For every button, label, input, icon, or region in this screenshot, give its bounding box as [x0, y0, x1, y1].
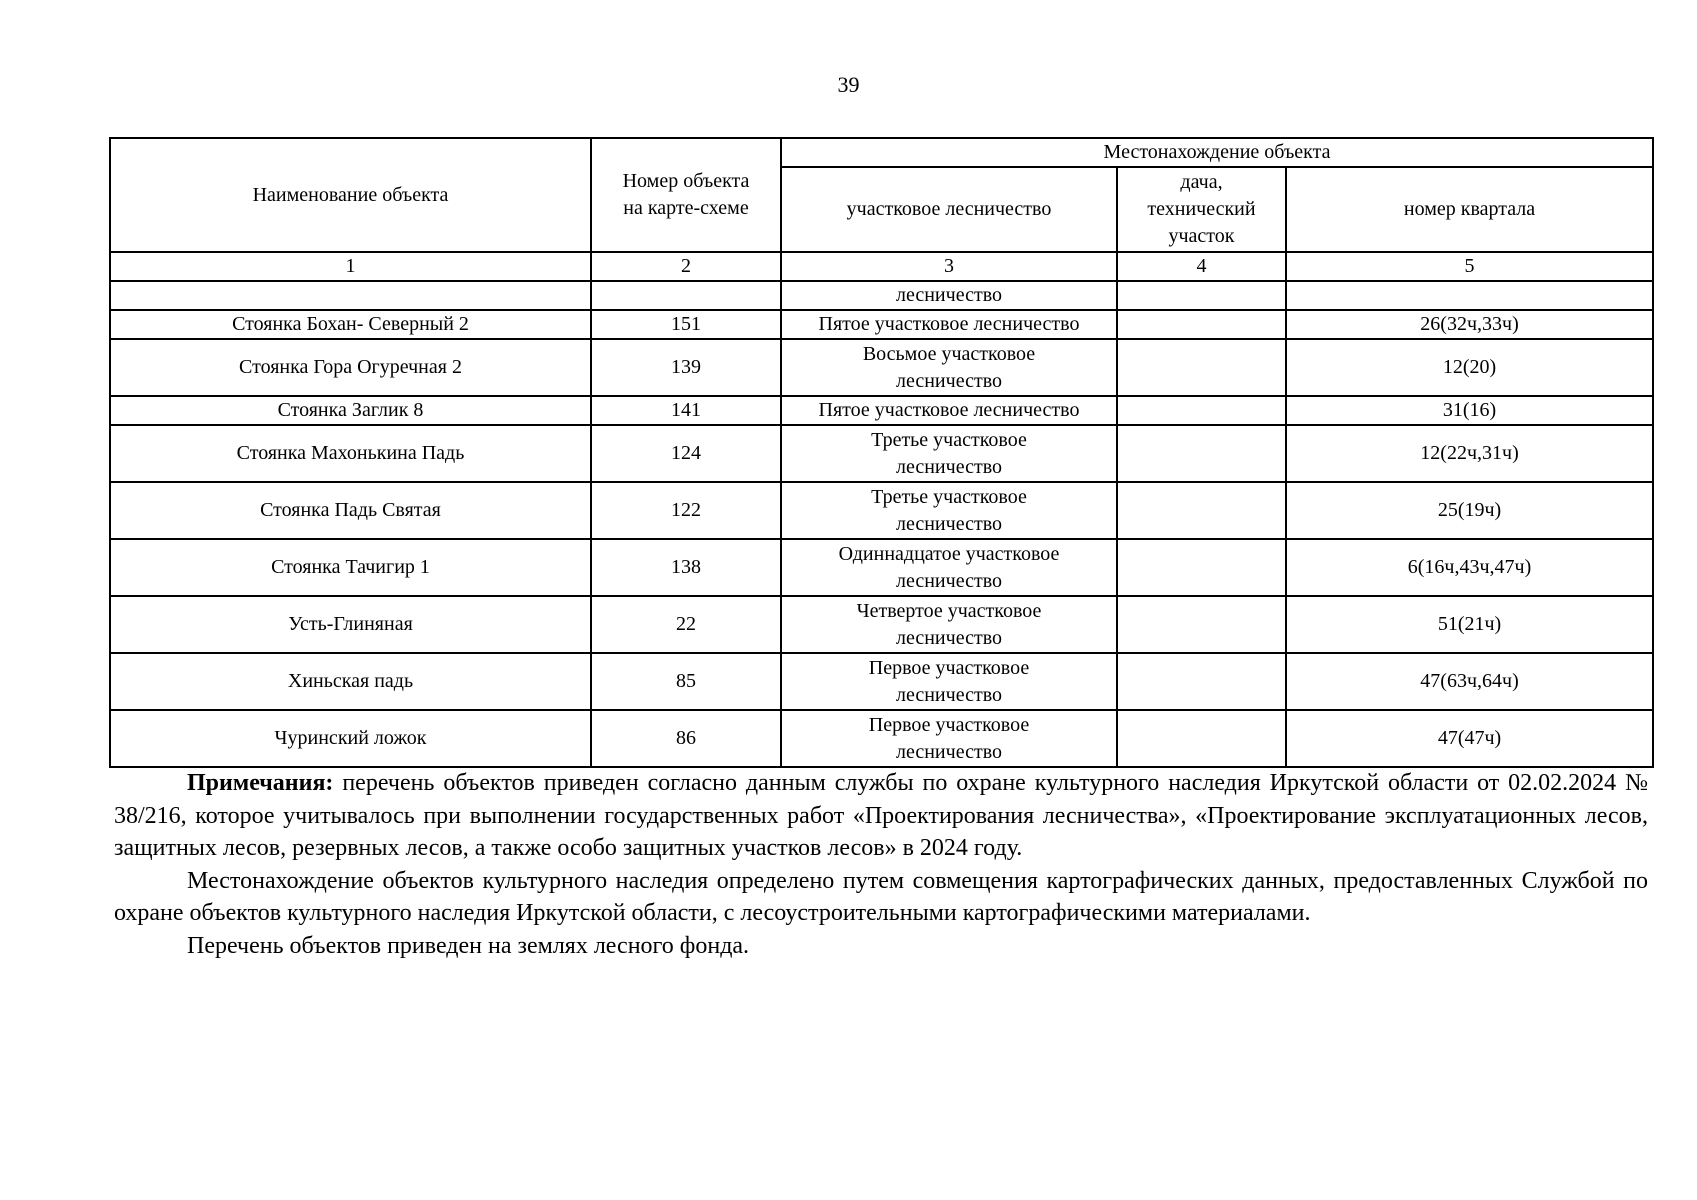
- header-name: Наименование объекта: [110, 138, 591, 252]
- notes-section: [114, 767, 1648, 962]
- notes-paragraph-1: [114, 767, 1648, 865]
- table-row: [110, 310, 1653, 339]
- column-number: 3: [781, 252, 1117, 281]
- cell-quarter: 25(19ч): [1286, 482, 1653, 539]
- cell-forestry: Третье участковое лесничество: [781, 482, 1117, 539]
- table-row: [110, 653, 1653, 710]
- cell-dacha: [1117, 425, 1286, 482]
- cell-name: Стоянка Гора Огуречная 2: [110, 339, 591, 396]
- header-quarter: номер квартала: [1286, 167, 1653, 252]
- cell-quarter: [1286, 281, 1653, 310]
- cell-forestry: Первое участковое лесничество: [781, 653, 1117, 710]
- cell-quarter: 26(32ч,33ч): [1286, 310, 1653, 339]
- table-row: [110, 710, 1653, 767]
- cell-name: Стоянка Махонькина Падь: [110, 425, 591, 482]
- cell-forestry: Восьмое участковое лесничество: [781, 339, 1117, 396]
- table-row: [110, 425, 1653, 482]
- table-row: [110, 339, 1653, 396]
- cell-forestry: Пятое участковое лесничество: [781, 310, 1117, 339]
- cell-number: 124: [591, 425, 781, 482]
- column-number: 5: [1286, 252, 1653, 281]
- cell-dacha: [1117, 396, 1286, 425]
- cell-quarter: 12(22ч,31ч): [1286, 425, 1653, 482]
- cell-number: 122: [591, 482, 781, 539]
- header-map-number: Номер объекта на карте-схеме: [591, 138, 781, 252]
- cell-forestry: Пятое участковое лесничество: [781, 396, 1117, 425]
- column-numbers-row: [110, 252, 1653, 281]
- cell-name: Стоянка Падь Святая: [110, 482, 591, 539]
- cell-name: Чуринский ложок: [110, 710, 591, 767]
- column-number: 4: [1117, 252, 1286, 281]
- table-row: [110, 482, 1653, 539]
- cell-number: 151: [591, 310, 781, 339]
- header-dacha: дача, технический участок: [1117, 167, 1286, 252]
- cell-name: [110, 281, 591, 310]
- cell-quarter: 47(63ч,64ч): [1286, 653, 1653, 710]
- table-row: [110, 539, 1653, 596]
- cell-name: Стоянка Тачигир 1: [110, 539, 591, 596]
- cell-number: 141: [591, 396, 781, 425]
- cell-number: 86: [591, 710, 781, 767]
- cell-dacha: [1117, 539, 1286, 596]
- column-number: 2: [591, 252, 781, 281]
- notes-text: перечень объектов приведен согласно данным службы по охране культурного наследия Иркутской области от 02.02.2024 № 38/216, которое учитывалось при выполнении государственных работ «Проектирования лесничества», «Проектирование эксплуатационных лесов, защитных лесов, резервных лесов, а также особо защитных участков лесов» в 2024 году.: [114, 770, 1648, 861]
- cell-dacha: [1117, 339, 1286, 396]
- cell-forestry: Четвертое участковое лесничество: [781, 596, 1117, 653]
- cell-number: 138: [591, 539, 781, 596]
- cell-name: Стоянка Заглик 8: [110, 396, 591, 425]
- cell-name: Хиньская падь: [110, 653, 591, 710]
- table-row-continuation: [110, 281, 1653, 310]
- cell-dacha: [1117, 710, 1286, 767]
- cell-number: 22: [591, 596, 781, 653]
- cell-quarter: 31(16): [1286, 396, 1653, 425]
- cell-quarter: 6(16ч,43ч,47ч): [1286, 539, 1653, 596]
- header-location-group: Местонахождение объекта: [781, 138, 1653, 167]
- column-number: 1: [110, 252, 591, 281]
- cell-dacha: [1117, 596, 1286, 653]
- cell-forestry: Третье участковое лесничество: [781, 425, 1117, 482]
- cell-forestry: лесничество: [781, 281, 1117, 310]
- cell-dacha: [1117, 653, 1286, 710]
- objects-table: [109, 137, 1654, 768]
- notes-paragraph-3: Перечень объектов приведен на землях лесного фонда.: [187, 932, 750, 959]
- cell-quarter: 12(20): [1286, 339, 1653, 396]
- notes-label: Примечания:: [187, 770, 334, 796]
- cell-dacha: [1117, 310, 1286, 339]
- cell-number: 85: [591, 653, 781, 710]
- cell-name: Стоянка Бохан- Северный 2: [110, 310, 591, 339]
- cell-quarter: 51(21ч): [1286, 596, 1653, 653]
- cell-number: 139: [591, 339, 781, 396]
- header-forestry: участковое лесничество: [781, 167, 1117, 252]
- cell-quarter: 47(47ч): [1286, 710, 1653, 767]
- table-row: [110, 596, 1653, 653]
- cell-name: Усть-Глиняная: [110, 596, 591, 653]
- cell-forestry: Первое участковое лесничество: [781, 710, 1117, 767]
- cell-dacha: [1117, 482, 1286, 539]
- cell-forestry: Одиннадцатое участковое лесничество: [781, 539, 1117, 596]
- table-row: [110, 396, 1653, 425]
- cell-dacha: [1117, 281, 1286, 310]
- page-number: 39: [837, 72, 860, 97]
- notes-paragraph-2: Местонахождение объектов культурного наследия определено путем совмещения картографических данных, предоставленных Службой по охране объектов культурного наследия Иркутской области, с лесоустроительными картографическими материалами.: [114, 867, 1648, 926]
- cell-number: [591, 281, 781, 310]
